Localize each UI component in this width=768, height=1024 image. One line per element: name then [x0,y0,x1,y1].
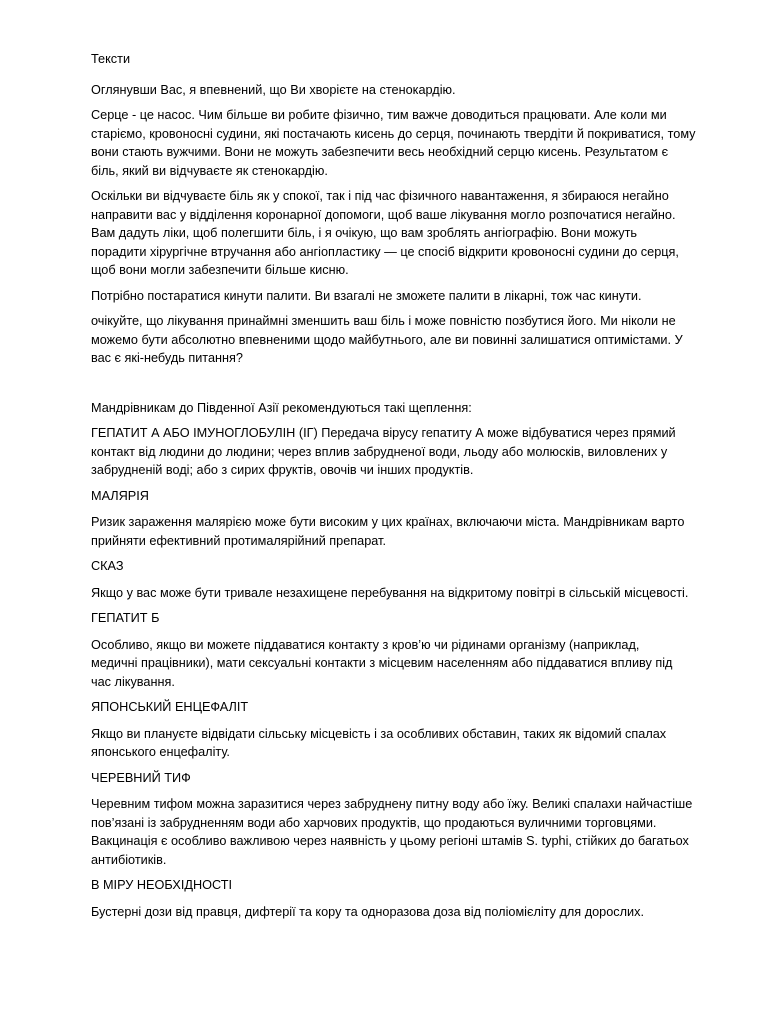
heading-hepatitis-b: ГЕПАТИТ Б [91,611,160,625]
paragraph-rabies [91,584,731,603]
text-line: щоб вони могли забезпечити більше кисню. [91,263,349,277]
text-line: час лікування. [91,674,175,689]
text-line: антибіотиків. [91,852,167,867]
text-line: очікуйте, що лікування принаймні зменшить ваш біль і може повністю позбутися його. Ми ніколи не [91,314,676,328]
text-line: ГЕПАТИТ А АБО ІМУНОГЛОБУЛІН (ІГ) Передача вірусу гепатиту А може відбуватися через прямий [91,426,676,440]
text-line: Потрібно постаратися кинути палити. Ви взагалі не зможете палити в лікарні, тож час кинути. [91,288,642,303]
text-line: Оскільки ви відчуваєте біль як у спокої, так і під час фізичного навантаження, я збираюся негайно [91,189,669,203]
text-line: старіємо, кровоносні судини, які постачають кисень до серця, починають твердіти й покриватися, тому [91,126,696,141]
text-line: пов’язані із забрудненням води або харчових продуктів, що продаються вуличними торговцями. [91,815,657,830]
paragraph-diagnosis [91,81,731,100]
text-line: Якщо у вас може бути тривале незахищене перебування на відкритому повітрі в сільській місцевості. [91,585,689,600]
heading-malaria: МАЛЯРІЯ [91,488,149,503]
paragraph-heart-pump [91,106,731,180]
text-line: прийняти ефективний протималярійний препарат. [91,533,386,548]
text-line: Оглянувши Вас, я впевнений, що Ви хворієте на стенокардію. [91,82,456,97]
paragraph-hepatitis-a [91,424,731,480]
heading-rabies: СКАЗ [91,559,124,573]
text-line: Бустерні дози від правця, дифтерії та кору та одноразова доза від поліомієліту для дорослих. [91,904,644,919]
heading-as-needed: В МІРУ НЕОБХІДНОСТІ [91,878,233,892]
text-line: забрудненій воді; або з сирих фруктів, овочів чи інших продуктів. [91,463,474,477]
paragraph-referral [91,187,731,280]
heading-typhoid: ЧЕРЕВНИЙ ТИФ [91,770,191,785]
paragraph-typhoid [91,795,731,869]
text-line: Серце - це насос. Чим більше ви робите фізично, тим важче доводиться працювати. Але коли ми [91,108,667,122]
paragraph-vaccinations-intro [91,399,731,418]
text-line: Черевним тифом можна заразитися через забруднену питну воду або їжу. Великі спалахи найчастіше [91,797,693,811]
text-line: Мандрівникам до Південної Азії рекомендуються такі щеплення: [91,400,472,415]
text-line: Ризик зараження малярією може бути високим у цих країнах, включаючи міста. Мандрівникам варто [91,515,685,529]
text-line: Вам дадуть ліки, щоб полегшити біль, і я очікую, що вам зроблять ангіографію. Вони можуть [91,226,638,240]
text-line: Особливо, якщо ви можете піддаватися контакту з кров’ю чи рідинами організму (наприклад, [91,637,640,652]
text-line: контакт від людини до людини; через вплив забрудненої води, льоду або молюсків, виловлених у [91,444,668,459]
paragraph-expectations [91,312,731,368]
text-line: можемо бути абсолютно впевненими щодо майбутнього, але ви повинні залишатися оптимістами. У [91,332,683,347]
document-title: Тексти [91,52,131,66]
text-line: направити вас у відділення коронарної допомоги, щоб ваше лікування могло розпочатися негайно. [91,207,676,222]
text-line: Якщо ви плануєте відвідати сільську місцевість і за особливих обставин, таких як відомий спалах [91,726,667,741]
document-page [91,50,731,928]
text-line: Вакцинація є особливо важливою через наявність у цьому регіоні штамів S. typhi, стійких до багатьох [91,834,689,848]
text-line: медичні працівники), мати сексуальні контакти з місцевим населенням або піддаватися впливу під [91,656,673,670]
heading-japanese-encephalitis: ЯПОНСЬКИЙ ЕНЦЕФАЛІТ [91,700,249,714]
paragraph-malaria [91,513,731,550]
paragraph-japanese-encephalitis [91,725,731,762]
paragraph-as-needed [91,903,731,922]
text-line: біль, який ви відчуваєте як стенокардію. [91,163,328,178]
text-line: порадити хірургічне втручання або ангіопластику — це спосіб відкрити кровоносні судини до серця, [91,244,679,259]
paragraph-hepatitis-b [91,636,731,692]
paragraph-smoking [91,287,731,306]
text-line: вас є які-небудь питання? [91,351,243,365]
text-line: вони стають вужчими. Вони не можуть забезпечити весь необхідний серцю кисень. Результатом є [91,145,669,159]
text-line: японського енцефаліту. [91,745,230,759]
